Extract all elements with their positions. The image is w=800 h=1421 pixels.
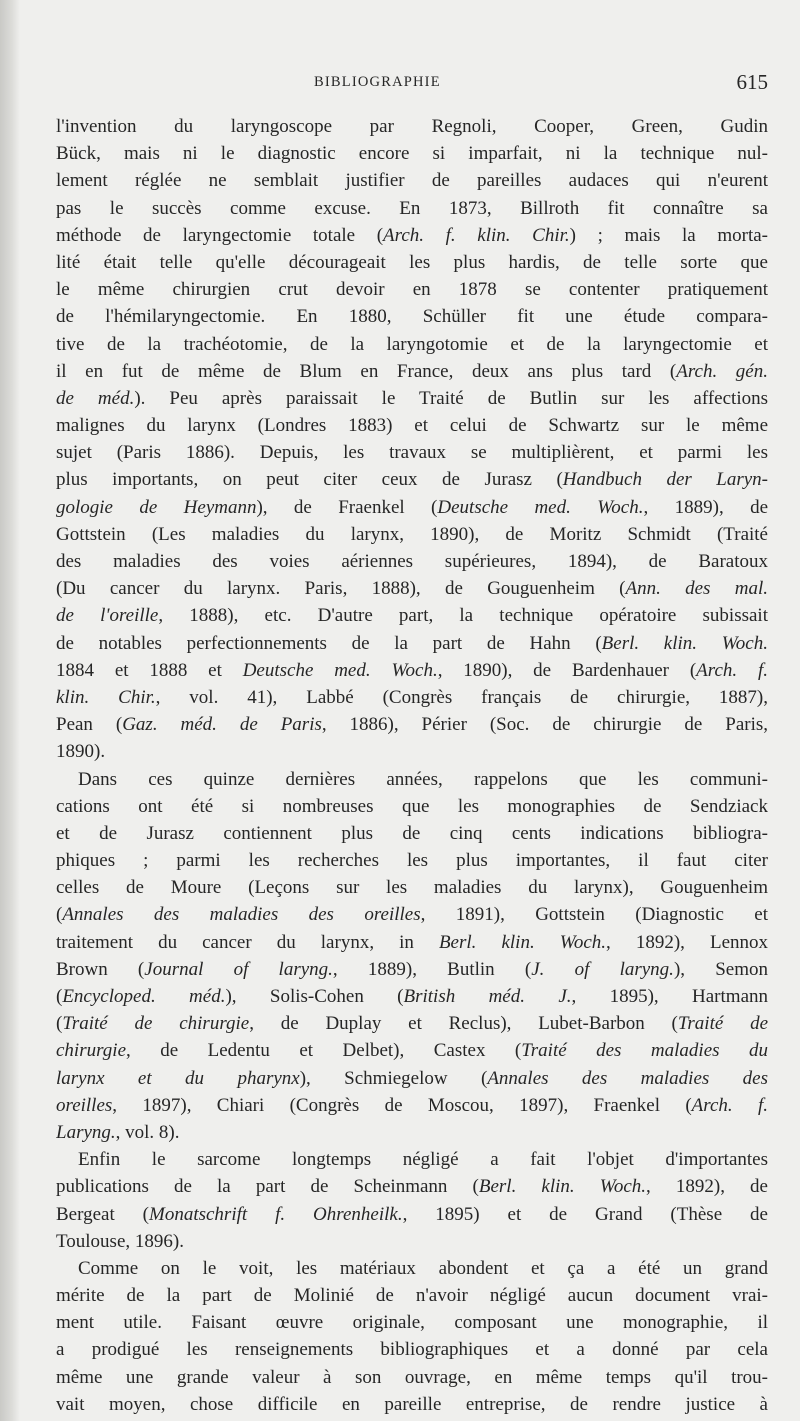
italic-citation: Arch. gén. [676,360,768,382]
text-line [56,1037,768,1064]
text-line [56,1201,768,1228]
text-line [56,1065,768,1092]
text-line [56,901,768,928]
text-line [56,331,768,358]
text-segment: des maladies des voies aériennes supérieures, 1894), de Baratoux [56,551,768,572]
text-line [56,412,768,439]
text-segment: ), Semon [673,958,768,980]
text-line [56,1391,768,1418]
text-line [56,684,768,711]
text-line [56,874,768,901]
text-line [56,494,768,521]
text-line [56,602,768,629]
italic-citation: Arch. f. [696,659,768,681]
italic-citation: Ann. des mal. [625,578,768,600]
text-segment: , 1897), Chiari (Congrès de Moscou, 1897), Fraenkel ( [112,1094,692,1116]
page-number: 615 [736,70,768,94]
text-segment: , 1892), de [646,1176,768,1198]
text-line [56,1336,768,1363]
text-segment: le même chirurgien crut devoir en 1878 se contenter pratiquement [56,279,768,301]
italic-citation: Arch. f. klin. Chir. [383,224,570,246]
text-line [56,793,768,820]
italic-citation: Gaz. méd. de Paris [122,714,322,736]
text-segment: 1884 et 1888 et [56,659,243,681]
text-line [56,249,768,276]
italic-citation: Encycloped. méd. [62,986,226,1007]
italic-citation: Berl. klin. Woch. [478,1176,647,1198]
italic-citation: oreilles [56,1094,113,1116]
italic-citation: British méd. J. [403,986,572,1007]
text-segment: , 1889), de [643,496,768,518]
text-line [56,847,768,874]
text-line [56,766,768,793]
text-line [56,738,768,765]
italic-citation: klin. Chir. [56,686,156,708]
text-segment: ). Peu après paraissait le Traité de Butlin sur les affections [134,387,768,409]
italic-citation: Annales des maladies des [487,1067,768,1089]
italic-citation: Traité de [677,1013,768,1035]
italic-citation: chirurgie [56,1040,127,1062]
text-segment: , 1890), de Bardenhauer ( [437,659,697,681]
text-line [56,1282,768,1309]
italic-citation: Monatschrift f. Ohrenheilk. [149,1203,403,1225]
text-segment: a prodigué les renseignements bibliographiques et a donné par cela [56,1339,768,1361]
text-segment: ) ; mais la morta- [569,224,768,246]
body-text [56,113,768,1418]
text-segment: (Du cancer du larynx. Paris, 1888), de Gouguenheim ( [56,578,626,600]
text-segment: 1890). [56,741,106,763]
text-segment: méthode de laryngectomie totale ( [56,224,384,246]
text-segment: de l'hémilaryngectomie. En 1880, Schüller fit une étude compara- [56,306,768,328]
text-segment: celles de Moure (Leçons sur les maladies du larynx), Gouguenheim [56,877,768,899]
text-segment: cations ont été si nombreuses que les monographies de Sendziack [56,795,768,817]
text-segment: ment utile. Faisant œuvre originale, composant une monographie, il [56,1312,768,1334]
text-line [56,358,768,385]
text-line [56,575,768,602]
italic-citation: Traité de chirurgie [62,1013,250,1035]
italic-citation: gologie de Heymann [56,496,257,518]
text-segment: ( [56,986,63,1007]
text-segment: Pean ( [56,714,123,736]
text-segment: , 1891), Gottstein (Diagnostic et [420,904,768,926]
text-segment: même une grande valeur à son ouvrage, en même temps qu'il trou- [56,1366,768,1388]
text-segment: , 1888), etc. D'autre part, la technique opératoire subissait [158,605,768,627]
italic-citation: Handbuch der Laryn- [562,469,768,491]
text-segment: Enfin le sarcome longtemps négligé a fait l'objet d'importantes [78,1149,768,1171]
italic-citation: Laryng. [56,1121,116,1143]
text-segment: lité était telle qu'elle décourageait les plus hardis, de telle sorte que [56,251,768,273]
text-segment: Bück, mais ni le diagnostic encore si imparfait, ni la technique nul- [56,143,768,165]
text-segment: ), Schmiegelow ( [299,1067,488,1089]
italic-citation: de l'oreille [56,605,159,627]
text-segment: pas le succès comme excuse. En 1873, Billroth fit connaître sa [56,197,768,219]
text-segment: , 1886), Périer (Soc. de chirurgie de Paris, [321,714,768,736]
text-line [56,929,768,956]
text-line [56,439,768,466]
text-line [56,1119,768,1146]
text-line [56,195,768,222]
text-segment: , de Ledentu et Delbet), Castex ( [126,1040,522,1062]
text-line [56,1255,768,1282]
text-segment: Dans ces quinze dernières années, rappelons que les communi- [78,768,768,790]
text-segment: publications de la part de Scheinmann ( [56,1176,479,1198]
text-segment: , 1892), Lennox [606,931,768,953]
page-binding-edge [0,0,20,1421]
italic-citation: J. of laryng. [531,958,674,980]
text-line [56,1364,768,1391]
text-segment: vait moyen, chose difficile en pareille entreprise, de rendre justice à [56,1393,768,1415]
text-segment: Gottstein (Les maladies du larynx, 1890), de Moritz Schmidt (Traité [56,523,768,545]
text-line [56,521,768,548]
text-segment: l'invention du laryngoscope par Regnoli, Cooper, Green, Gudin [56,116,768,137]
text-segment: Brown ( [56,958,145,980]
italic-citation: Berl. klin. Woch. [601,632,768,654]
running-header [56,70,768,100]
text-segment: plus importants, on peut citer ceux de Jurasz ( [56,469,563,491]
italic-citation: Deutsche med. Woch. [242,659,438,681]
italic-citation: Berl. klin. Woch. [438,931,607,953]
text-line [56,167,768,194]
text-line [56,711,768,738]
italic-citation: Annales des maladies des oreilles [62,904,421,926]
text-line [56,222,768,249]
text-line [56,1309,768,1336]
text-segment: de notables perfectionnements de la part de Hahn ( [56,632,602,654]
text-segment: Bergeat ( [56,1203,149,1225]
italic-citation: de méd. [56,387,135,409]
text-line [56,983,768,1010]
text-segment: il en fut de même de Blum en France, deux ans plus tard ( [56,360,677,382]
text-segment: Comme on le voit, les matériaux abondent et ça a été un grand [78,1257,768,1279]
text-segment: traitement du cancer du larynx, in [56,931,439,953]
text-segment: ), de Fraenkel ( [256,496,438,518]
text-segment: lement réglée ne semblait justifier de pareilles audaces qui n'eurent [56,170,768,192]
text-line [56,113,768,140]
text-line [56,1228,768,1255]
text-segment: , vol. 41), Labbé (Congrès français de chirurgie, 1887), [155,686,768,708]
text-line [56,548,768,575]
text-line [56,1173,768,1200]
text-segment: sujet (Paris 1886). Depuis, les travaux se multiplièrent, et parmi les [56,442,768,464]
italic-citation: larynx et du pharynx [56,1067,300,1089]
text-segment: Toulouse, 1896). [56,1230,184,1252]
italic-citation: Journal of laryng. [144,958,333,980]
running-title: BIBLIOGRAPHIE [314,74,441,90]
text-segment: ), Solis-Cohen ( [225,986,404,1007]
text-line [56,657,768,684]
text-segment: malignes du larynx (Londres 1883) et celui de Schwartz sur le même [56,415,768,437]
text-segment: , vol. 8). [115,1121,180,1143]
text-line [56,1010,768,1037]
text-line [56,303,768,330]
text-line [56,1092,768,1119]
text-segment: , de Duplay et Reclus), Lubet-Barbon ( [249,1013,678,1035]
text-line [56,956,768,983]
text-segment: ( [56,904,63,926]
text-segment: ( [56,1013,63,1035]
italic-citation: Traité des maladies du [521,1040,768,1062]
text-segment: mérite de la part de Molinié de n'avoir négligé aucun document vrai- [56,1285,768,1307]
text-line [56,820,768,847]
text-segment: tive de la trachéotomie, de la laryngotomie et de la laryngectomie et [56,333,768,355]
text-line [56,140,768,167]
text-segment: , 1895), Hartmann [571,986,768,1007]
text-segment: et de Jurasz contiennent plus de cinq cents indications bibliogra- [56,822,768,844]
text-line [56,466,768,493]
text-line [56,1146,768,1173]
italic-citation: Deutsche med. Woch. [437,496,644,518]
italic-citation: Arch. f. [691,1094,768,1116]
text-segment: phiques ; parmi les recherches les plus importantes, il faut citer [56,850,768,872]
text-segment: , 1895) et de Grand (Thèse de [402,1203,768,1225]
text-line [56,385,768,412]
text-segment: , 1889), Butlin ( [332,958,532,980]
text-line [56,630,768,657]
text-line [56,276,768,303]
